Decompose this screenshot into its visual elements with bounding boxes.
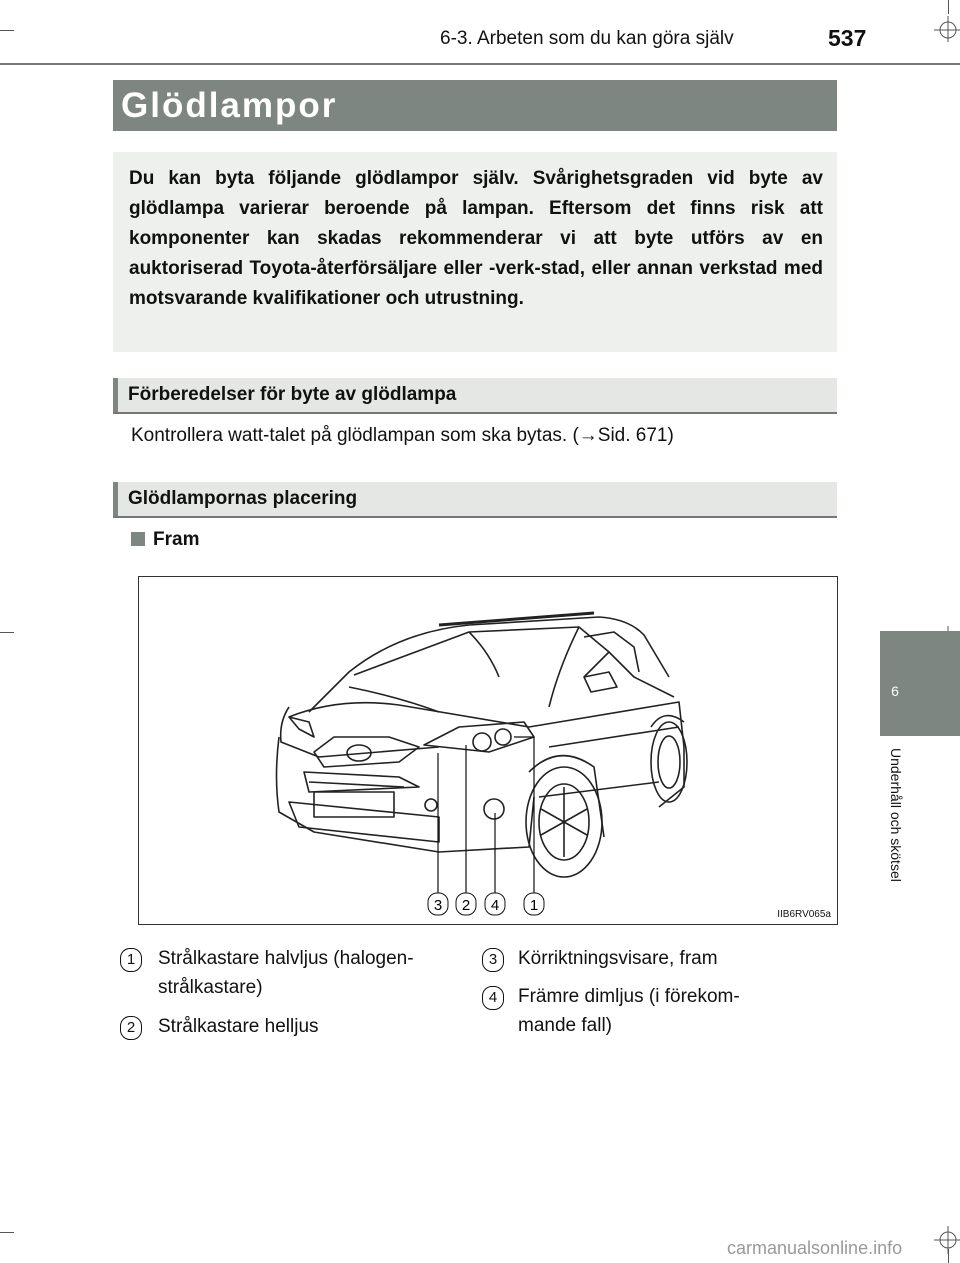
chapter-number: 6 bbox=[891, 683, 899, 699]
header-section-title: 6-3. Arbeten som du kan göra själv bbox=[440, 28, 734, 49]
page-title: Glödlampor bbox=[121, 86, 338, 125]
section-heading-text: Glödlampornas placering bbox=[128, 488, 358, 509]
section-heading-preparation bbox=[113, 378, 837, 414]
legend-number: 3 bbox=[482, 948, 504, 972]
crop-mark bbox=[0, 1232, 14, 1233]
figure-code: IIB6RV065a bbox=[777, 909, 831, 920]
callout-number: 1 bbox=[529, 897, 539, 914]
registration-mark bbox=[930, 12, 960, 42]
chapter-tab bbox=[880, 631, 960, 736]
legend-number: 1 bbox=[120, 948, 142, 972]
header-divider bbox=[0, 63, 960, 65]
preparation-text: Kontrollera watt-talet på glödlampan som ska bytas. (→Sid. 671) bbox=[131, 425, 674, 446]
legend-text: Främre dimljus (i förekom- mande fall) bbox=[518, 986, 740, 1036]
intro-box bbox=[113, 152, 837, 352]
page-number: 537 bbox=[828, 25, 867, 51]
front-label: Fram bbox=[153, 529, 200, 550]
section-heading-text: Förberedelser för byte av glödlampa bbox=[128, 384, 457, 405]
intro-text: Du kan byta följande glödlampor själv. Svårighetsgraden vid byte av glödlampa varierar beroende på lampan. Eftersom det finns risk att komponenter kan skadas rekommenderar vi att byte utförs av en auktoriserad Toyota-återförsäljare eller -verk-stad, eller annan verkstad med motsvarande kvalifikationer och utrustning. bbox=[129, 168, 823, 309]
footer-watermark: carmanualsonline.info bbox=[727, 1238, 903, 1258]
callout-number: 3 bbox=[433, 897, 443, 914]
crop-mark bbox=[0, 632, 14, 633]
legend-number: 2 bbox=[120, 1016, 142, 1040]
page-title-bar bbox=[113, 80, 837, 131]
callout-number: 4 bbox=[490, 897, 500, 914]
front-subheading bbox=[131, 529, 199, 551]
legend-text: Körriktningsvisare, fram bbox=[518, 948, 718, 969]
callout-number: 2 bbox=[461, 897, 471, 914]
heading-accent-bar bbox=[113, 378, 118, 412]
crop-mark bbox=[0, 30, 14, 31]
callout-numbers bbox=[428, 893, 544, 915]
legend-text: Strålkastare halvljus (halogen- strålkastare) bbox=[158, 948, 414, 998]
registration-mark bbox=[930, 1225, 960, 1255]
chapter-label: Underhåll och skötsel bbox=[888, 748, 904, 882]
car-illustration bbox=[139, 577, 837, 924]
square-bullet-icon bbox=[131, 532, 145, 546]
heading-accent-bar bbox=[113, 482, 118, 516]
car-illustration-figure bbox=[138, 576, 838, 925]
legend-text: Strålkastare helljus bbox=[158, 1016, 319, 1037]
legend-number: 4 bbox=[482, 986, 504, 1010]
section-heading-placement bbox=[113, 482, 837, 518]
